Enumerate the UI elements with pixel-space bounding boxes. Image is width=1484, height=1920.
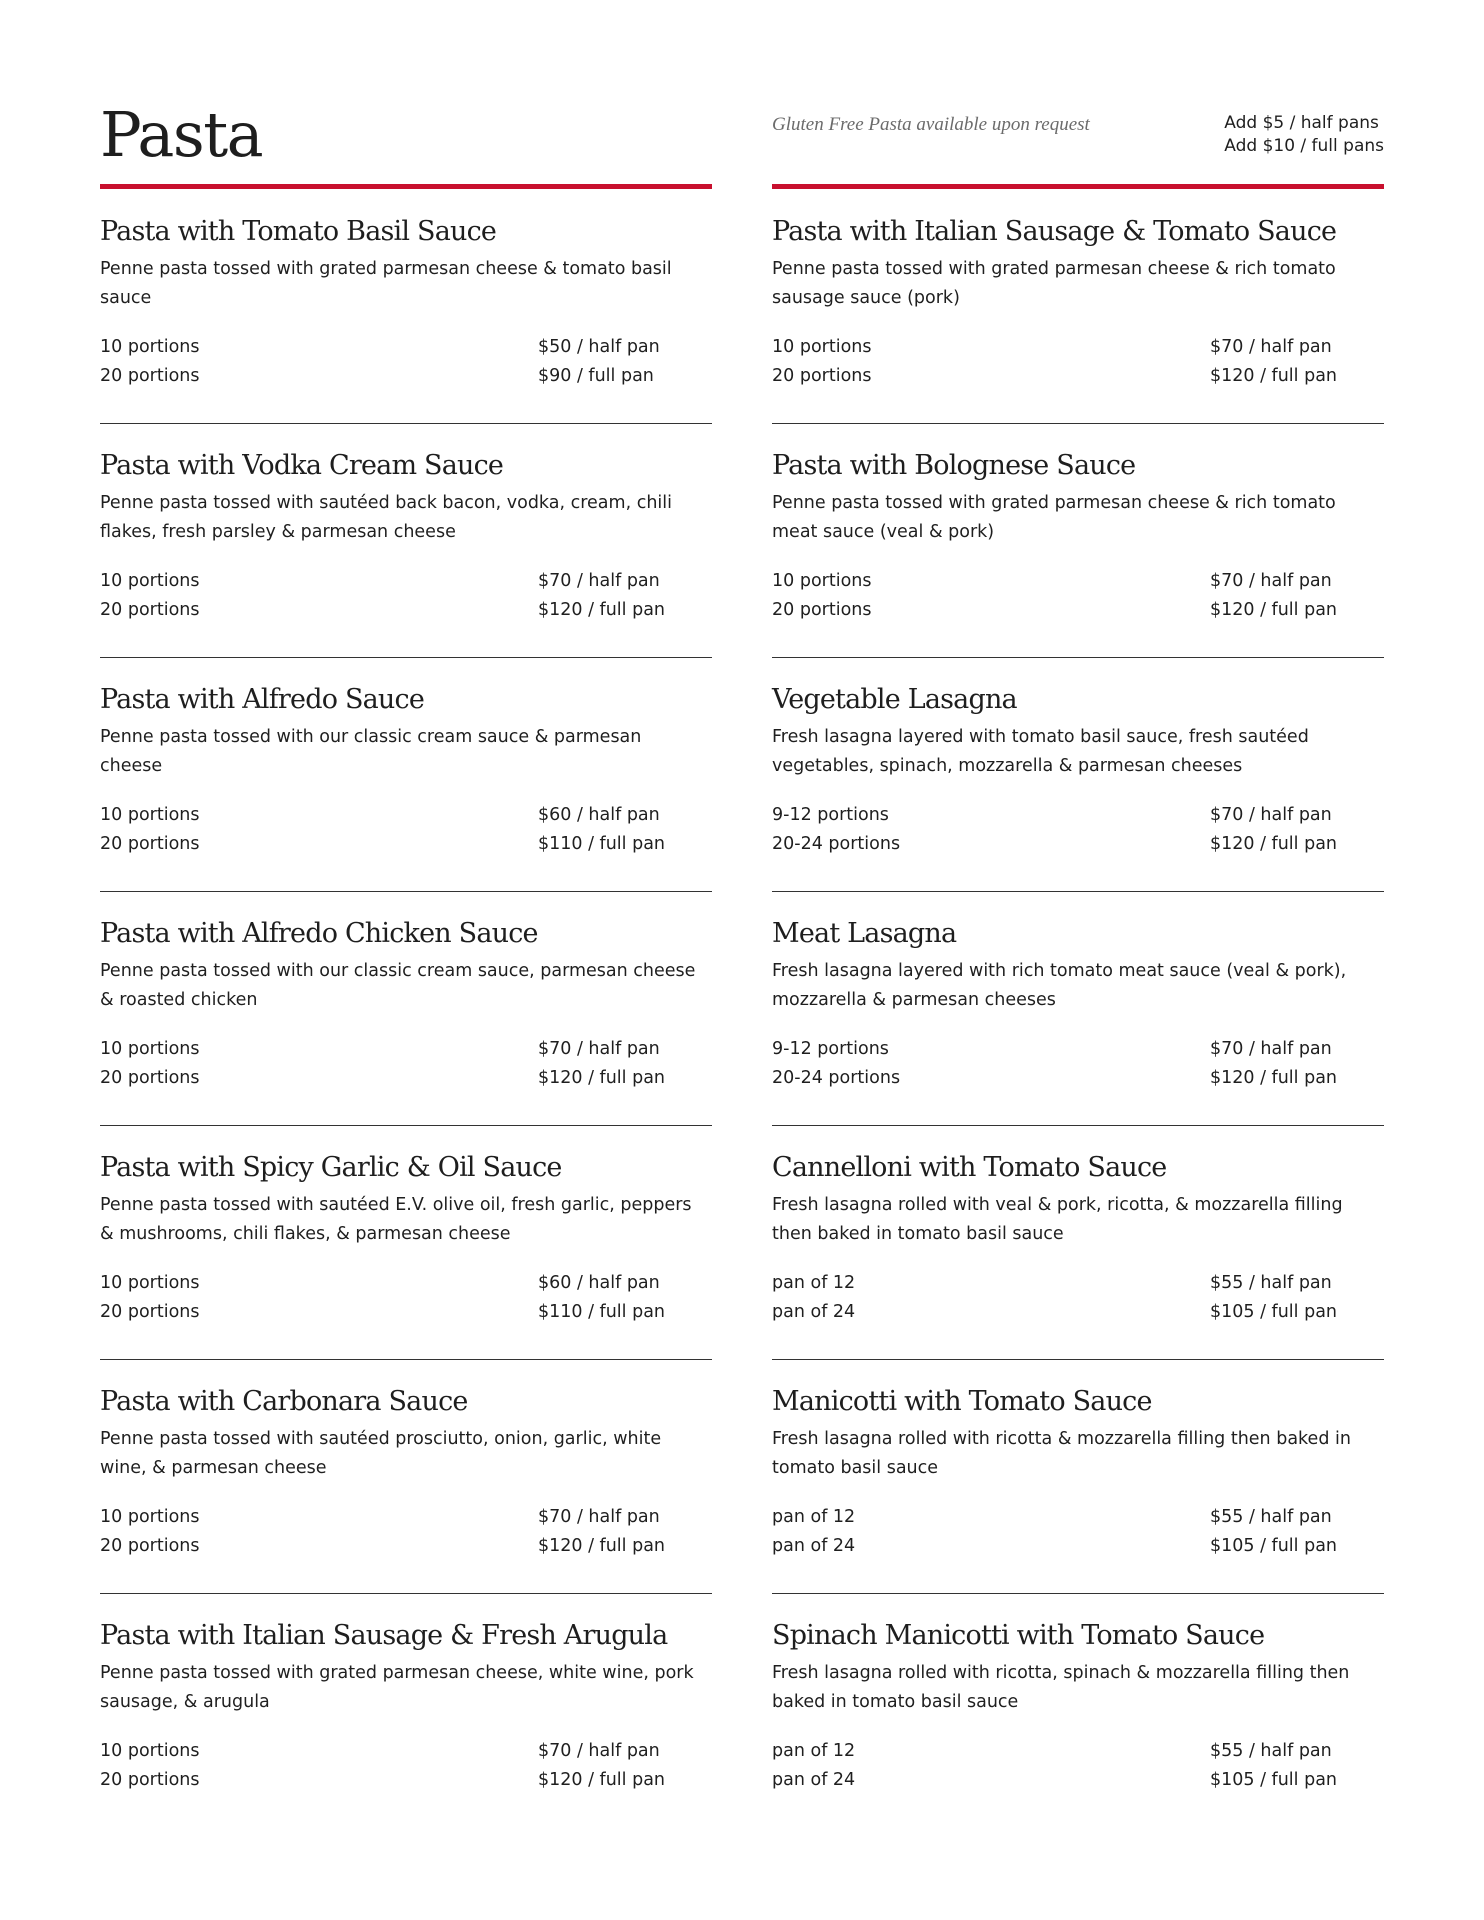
portion-quantity: 20 portions — [772, 366, 872, 386]
price-list — [100, 1503, 712, 1561]
price-row — [100, 1298, 712, 1327]
portion-quantity: 20 portions — [100, 1536, 200, 1556]
portion-price: $110 / full pan — [538, 1302, 666, 1322]
menu-item — [772, 1385, 1384, 1594]
item-description: Penne pasta tossed with sautéed E.V. olive oil, fresh garlic, peppers & mushrooms, chili flakes, & parmesan cheese — [100, 1195, 692, 1244]
portion-quantity: pan of 12 — [772, 1741, 856, 1761]
portion-price: $90 / full pan — [538, 366, 654, 386]
menu-item — [100, 683, 712, 892]
price-list — [100, 567, 712, 625]
portion-quantity: pan of 12 — [772, 1273, 856, 1293]
portion-price: $60 / half pan — [538, 805, 660, 825]
price-list — [772, 1737, 1384, 1795]
portion-quantity: 20 portions — [100, 600, 200, 620]
price-list — [100, 801, 712, 859]
price-list — [772, 333, 1384, 391]
price-row — [100, 830, 712, 859]
portion-price: $70 / half pan — [1210, 571, 1332, 591]
portion-price: $120 / full pan — [538, 1068, 666, 1088]
portion-price: $120 / full pan — [538, 1536, 666, 1556]
portion-quantity: pan of 24 — [772, 1536, 856, 1556]
price-row — [100, 801, 712, 830]
portion-quantity: 10 portions — [100, 1741, 200, 1761]
portion-price: $70 / half pan — [1210, 337, 1332, 357]
right-column — [772, 100, 1384, 1853]
item-description: Penne pasta tossed with grated parmesan cheese & rich tomato meat sauce (veal & pork) — [772, 493, 1336, 542]
portion-quantity: 20 portions — [100, 1068, 200, 1088]
portion-quantity: 20-24 portions — [772, 1068, 901, 1088]
item-description: Penne pasta tossed with grated parmesan cheese & rich tomato sausage sauce (pork) — [772, 259, 1336, 308]
price-row — [772, 1269, 1384, 1298]
price-list — [100, 333, 712, 391]
portion-quantity: 10 portions — [100, 805, 200, 825]
gluten-free-note: Gluten Free Pasta available upon request — [772, 114, 1090, 135]
portion-price: $120 / full pan — [1210, 1068, 1338, 1088]
price-row — [100, 1737, 712, 1766]
portion-price: $55 / half pan — [1210, 1741, 1332, 1761]
menu-item — [100, 1385, 712, 1594]
price-row — [772, 1035, 1384, 1064]
portion-quantity: 10 portions — [772, 571, 872, 591]
item-name: Pasta with Spicy Garlic & Oil Sauce — [100, 1152, 562, 1183]
item-name: Pasta with Italian Sausage & Fresh Arugula — [100, 1620, 668, 1651]
price-row — [100, 362, 712, 391]
price-list — [772, 1035, 1384, 1093]
menu-item — [772, 215, 1384, 424]
item-name: Meat Lasagna — [772, 918, 957, 949]
item-description: Fresh lasagna rolled with ricotta & mozzarella filling then baked in tomato basil sauce — [772, 1429, 1351, 1478]
portion-quantity: 10 portions — [100, 571, 200, 591]
item-description: Penne pasta tossed with our classic cream sauce & parmesan cheese — [100, 727, 642, 776]
portion-price: $70 / half pan — [538, 571, 660, 591]
item-description: Fresh lasagna layered with tomato basil sauce, fresh sautéed vegetables, spinach, mozzarella & parmesan cheeses — [772, 727, 1309, 776]
price-row — [100, 1064, 712, 1093]
price-list — [772, 567, 1384, 625]
menu-item — [100, 215, 712, 424]
item-name: Spinach Manicotti with Tomato Sauce — [772, 1620, 1265, 1651]
portion-price: $70 / half pan — [538, 1039, 660, 1059]
portion-price: $120 / full pan — [1210, 834, 1338, 854]
portion-quantity: 20-24 portions — [772, 834, 901, 854]
portion-price: $60 / half pan — [538, 1273, 660, 1293]
price-row — [100, 1035, 712, 1064]
portion-quantity: 20 portions — [100, 366, 200, 386]
item-name: Pasta with Carbonara Sauce — [100, 1386, 468, 1417]
item-description: Fresh lasagna layered with rich tomato meat sauce (veal & pork), mozzarella & parmesan cheeses — [772, 961, 1347, 1010]
menu-item — [100, 1151, 712, 1360]
price-row — [772, 333, 1384, 362]
portion-price: $70 / half pan — [538, 1741, 660, 1761]
menu-item — [772, 1151, 1384, 1360]
portion-quantity: 10 portions — [100, 1039, 200, 1059]
item-description: Fresh lasagna rolled with veal & pork, ricotta, & mozzarella filling then baked in tomato basil sauce — [772, 1195, 1343, 1244]
price-list — [100, 1035, 712, 1093]
item-description: Penne pasta tossed with grated parmesan cheese, white wine, pork sausage, & arugula — [100, 1663, 694, 1712]
portion-quantity: 20 portions — [100, 1302, 200, 1322]
price-row — [772, 1298, 1384, 1327]
left-item-list — [100, 215, 712, 1828]
price-list — [772, 801, 1384, 859]
price-row — [100, 1503, 712, 1532]
portion-price: $105 / full pan — [1210, 1770, 1338, 1790]
menu-item — [772, 917, 1384, 1126]
price-row — [772, 567, 1384, 596]
item-name: Pasta with Alfredo Sauce — [100, 684, 425, 715]
portion-quantity: 20 portions — [100, 834, 200, 854]
price-row — [772, 362, 1384, 391]
price-row — [100, 1532, 712, 1561]
item-description: Fresh lasagna rolled with ricotta, spinach & mozzarella filling then baked in tomato basil sauce — [772, 1663, 1350, 1712]
portion-quantity: 10 portions — [772, 337, 872, 357]
price-row — [100, 333, 712, 362]
portion-quantity: 10 portions — [100, 1507, 200, 1527]
portion-quantity: pan of 24 — [772, 1302, 856, 1322]
menu-item — [100, 449, 712, 658]
price-row — [772, 1737, 1384, 1766]
portion-price: $110 / full pan — [538, 834, 666, 854]
portion-quantity: 9-12 portions — [772, 1039, 889, 1059]
price-row — [100, 1269, 712, 1298]
price-row — [772, 1064, 1384, 1093]
portion-price: $120 / full pan — [1210, 600, 1338, 620]
portion-price: $120 / full pan — [1210, 366, 1338, 386]
portion-price: $120 / full pan — [538, 1770, 666, 1790]
portion-price: $55 / half pan — [1210, 1507, 1332, 1527]
price-row — [100, 567, 712, 596]
price-list — [772, 1269, 1384, 1327]
portion-quantity: pan of 24 — [772, 1770, 856, 1790]
portion-quantity: pan of 12 — [772, 1507, 856, 1527]
right-item-list — [772, 215, 1384, 1828]
portion-price: $105 / full pan — [1210, 1302, 1338, 1322]
portion-quantity: 10 portions — [100, 1273, 200, 1293]
price-row — [772, 1503, 1384, 1532]
item-name: Cannelloni with Tomato Sauce — [772, 1152, 1167, 1183]
addon-half-pans: Add $5 / half pans — [1224, 113, 1379, 133]
portion-price: $70 / half pan — [538, 1507, 660, 1527]
portion-price: $105 / full pan — [1210, 1536, 1338, 1556]
price-row — [772, 801, 1384, 830]
item-description: Penne pasta tossed with sautéed back bacon, vodka, cream, chili flakes, fresh parsley & parmesan cheese — [100, 493, 673, 542]
menu-item — [100, 1619, 712, 1828]
portion-price: $55 / half pan — [1210, 1273, 1332, 1293]
portion-price: $70 / half pan — [1210, 805, 1332, 825]
item-description: Penne pasta tossed with sautéed prosciutto, onion, garlic, white wine, & parmesan cheese — [100, 1429, 662, 1478]
price-list — [100, 1737, 712, 1795]
menu-item — [100, 917, 712, 1126]
page-title: Pasta — [100, 98, 263, 171]
item-name: Manicotti with Tomato Sauce — [772, 1386, 1152, 1417]
left-header — [100, 100, 712, 189]
price-row — [772, 1532, 1384, 1561]
item-description: Penne pasta tossed with our classic cream sauce, parmesan cheese & roasted chicken — [100, 961, 696, 1010]
portion-quantity: 10 portions — [100, 337, 200, 357]
price-list — [100, 1269, 712, 1327]
portion-quantity: 20 portions — [772, 600, 872, 620]
menu-item — [772, 683, 1384, 892]
item-name: Pasta with Italian Sausage & Tomato Sauce — [772, 216, 1337, 247]
item-name: Vegetable Lasagna — [772, 684, 1017, 715]
item-description: Penne pasta tossed with grated parmesan cheese & tomato basil sauce — [100, 259, 672, 308]
portion-quantity: 9-12 portions — [772, 805, 889, 825]
menu-item — [772, 1619, 1384, 1828]
price-row — [100, 596, 712, 625]
price-row — [772, 596, 1384, 625]
item-name: Pasta with Alfredo Chicken Sauce — [100, 918, 538, 949]
portion-price: $70 / half pan — [1210, 1039, 1332, 1059]
item-name: Pasta with Bolognese Sauce — [772, 450, 1136, 481]
item-name: Pasta with Vodka Cream Sauce — [100, 450, 504, 481]
price-row — [772, 830, 1384, 859]
portion-price: $50 / half pan — [538, 337, 660, 357]
price-row — [772, 1766, 1384, 1795]
portion-quantity: 20 portions — [100, 1770, 200, 1790]
menu-item — [772, 449, 1384, 658]
price-list — [772, 1503, 1384, 1561]
addon-full-pans: Add $10 / full pans — [1224, 136, 1384, 156]
right-header — [772, 100, 1384, 189]
price-row — [100, 1766, 712, 1795]
addon-prices — [1224, 112, 1384, 158]
portion-price: $120 / full pan — [538, 600, 666, 620]
item-name: Pasta with Tomato Basil Sauce — [100, 216, 497, 247]
left-column — [100, 100, 712, 1853]
